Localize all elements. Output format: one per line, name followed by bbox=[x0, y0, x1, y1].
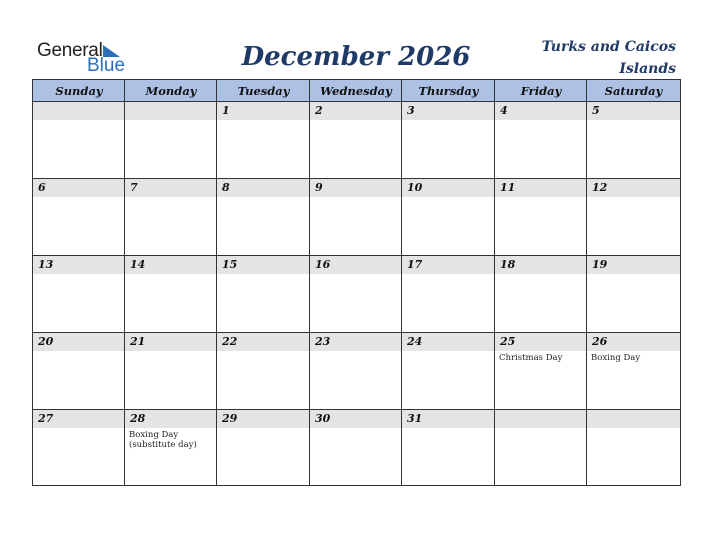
day-cell[interactable] bbox=[310, 102, 402, 178]
day-number: 24 bbox=[407, 335, 423, 348]
day-cell[interactable] bbox=[495, 410, 587, 486]
day-number: 16 bbox=[315, 258, 331, 271]
date-bar bbox=[587, 102, 680, 120]
column-divider bbox=[586, 80, 587, 485]
day-cell[interactable] bbox=[587, 102, 680, 178]
day-cell[interactable] bbox=[310, 256, 402, 332]
day-number: 29 bbox=[222, 412, 238, 425]
holiday-event: Boxing Day (substitute day) bbox=[129, 430, 197, 450]
date-bar bbox=[33, 102, 125, 120]
day-cell[interactable] bbox=[310, 410, 402, 486]
day-number: 28 bbox=[130, 412, 146, 425]
day-number: 8 bbox=[222, 181, 230, 194]
day-number: 11 bbox=[500, 181, 516, 194]
weekday-header-row bbox=[33, 80, 680, 102]
region-name bbox=[530, 36, 676, 80]
generalblue-logo bbox=[37, 40, 137, 76]
day-cell[interactable] bbox=[310, 333, 402, 409]
day-number: 12 bbox=[592, 181, 608, 194]
day-number: 14 bbox=[130, 258, 146, 271]
day-cell[interactable] bbox=[587, 256, 680, 332]
date-bar bbox=[495, 410, 587, 428]
date-bar bbox=[310, 179, 402, 197]
day-cell[interactable] bbox=[495, 102, 587, 178]
day-cell[interactable] bbox=[125, 410, 217, 486]
day-number: 22 bbox=[222, 335, 238, 348]
page-title: December 2026 bbox=[241, 42, 471, 72]
weekday-header-sunday: Sunday bbox=[55, 84, 103, 98]
logo-text-general: General bbox=[37, 40, 103, 61]
day-cell[interactable] bbox=[33, 333, 125, 409]
day-cell[interactable] bbox=[402, 333, 495, 409]
day-number: 19 bbox=[592, 258, 608, 271]
day-cell[interactable] bbox=[125, 102, 217, 178]
region-line-2: Islands bbox=[619, 61, 676, 77]
week-row bbox=[33, 333, 680, 410]
day-cell[interactable] bbox=[495, 256, 587, 332]
week-row bbox=[33, 410, 680, 486]
date-bar bbox=[402, 102, 495, 120]
weekday-header-wednesday: Wednesday bbox=[320, 84, 392, 98]
day-number: 30 bbox=[315, 412, 331, 425]
date-bar bbox=[310, 102, 402, 120]
holiday-event: Boxing Day bbox=[591, 353, 641, 363]
day-number: 25 bbox=[500, 335, 516, 348]
weekday-header-thursday: Thursday bbox=[418, 84, 479, 98]
week-row bbox=[33, 179, 680, 256]
day-cell[interactable] bbox=[587, 179, 680, 255]
day-number: 23 bbox=[315, 335, 331, 348]
weekday-header-monday: Monday bbox=[145, 84, 197, 98]
date-bar bbox=[125, 102, 217, 120]
day-number: 13 bbox=[38, 258, 54, 271]
day-cell[interactable] bbox=[33, 410, 125, 486]
day-cell[interactable] bbox=[587, 333, 680, 409]
day-cell[interactable] bbox=[217, 102, 310, 178]
region-line-1: Turks and Caicos bbox=[541, 39, 676, 55]
date-bar bbox=[587, 410, 680, 428]
date-bar bbox=[495, 102, 587, 120]
day-cell[interactable] bbox=[33, 256, 125, 332]
day-number: 7 bbox=[130, 181, 138, 194]
day-cell[interactable] bbox=[33, 179, 125, 255]
day-cell[interactable] bbox=[587, 410, 680, 486]
day-number: 10 bbox=[407, 181, 423, 194]
day-number: 20 bbox=[38, 335, 54, 348]
column-divider bbox=[401, 80, 402, 485]
day-cell[interactable] bbox=[495, 333, 587, 409]
day-cell[interactable] bbox=[217, 256, 310, 332]
day-cell[interactable] bbox=[495, 179, 587, 255]
day-number: 4 bbox=[500, 104, 508, 117]
column-divider bbox=[216, 80, 217, 485]
day-number: 1 bbox=[222, 104, 230, 117]
date-bar bbox=[217, 179, 310, 197]
day-number: 21 bbox=[130, 335, 146, 348]
day-cell[interactable] bbox=[402, 102, 495, 178]
day-cell[interactable] bbox=[402, 179, 495, 255]
day-cell[interactable] bbox=[33, 102, 125, 178]
weekday-header-friday: Friday bbox=[520, 84, 562, 98]
day-number: 6 bbox=[38, 181, 46, 194]
holiday-event: Christmas Day bbox=[499, 353, 563, 363]
date-bar bbox=[125, 179, 217, 197]
week-row bbox=[33, 102, 680, 179]
day-cell[interactable] bbox=[217, 410, 310, 486]
day-cell[interactable] bbox=[125, 256, 217, 332]
day-number: 17 bbox=[407, 258, 423, 271]
date-bar bbox=[217, 102, 310, 120]
weekday-header-tuesday: Tuesday bbox=[237, 84, 290, 98]
day-number: 5 bbox=[592, 104, 600, 117]
day-cell[interactable] bbox=[125, 333, 217, 409]
day-cell[interactable] bbox=[402, 410, 495, 486]
day-cell[interactable] bbox=[402, 256, 495, 332]
day-number: 31 bbox=[407, 412, 423, 425]
date-bar bbox=[33, 179, 125, 197]
column-divider bbox=[309, 80, 310, 485]
day-cell[interactable] bbox=[217, 179, 310, 255]
day-number: 26 bbox=[592, 335, 608, 348]
weekday-header-saturday: Saturday bbox=[604, 84, 663, 98]
day-number: 2 bbox=[315, 104, 323, 117]
logo-text-blue: Blue bbox=[87, 55, 126, 76]
day-cell[interactable] bbox=[125, 179, 217, 255]
calendar-grid bbox=[32, 79, 681, 486]
day-number: 9 bbox=[315, 181, 323, 194]
day-number: 3 bbox=[407, 104, 415, 117]
day-number: 15 bbox=[222, 258, 238, 271]
column-divider bbox=[494, 80, 495, 485]
column-divider bbox=[124, 80, 125, 485]
day-cell[interactable] bbox=[310, 179, 402, 255]
day-cell[interactable] bbox=[217, 333, 310, 409]
day-number: 27 bbox=[38, 412, 54, 425]
week-row bbox=[33, 256, 680, 333]
day-number: 18 bbox=[500, 258, 516, 271]
